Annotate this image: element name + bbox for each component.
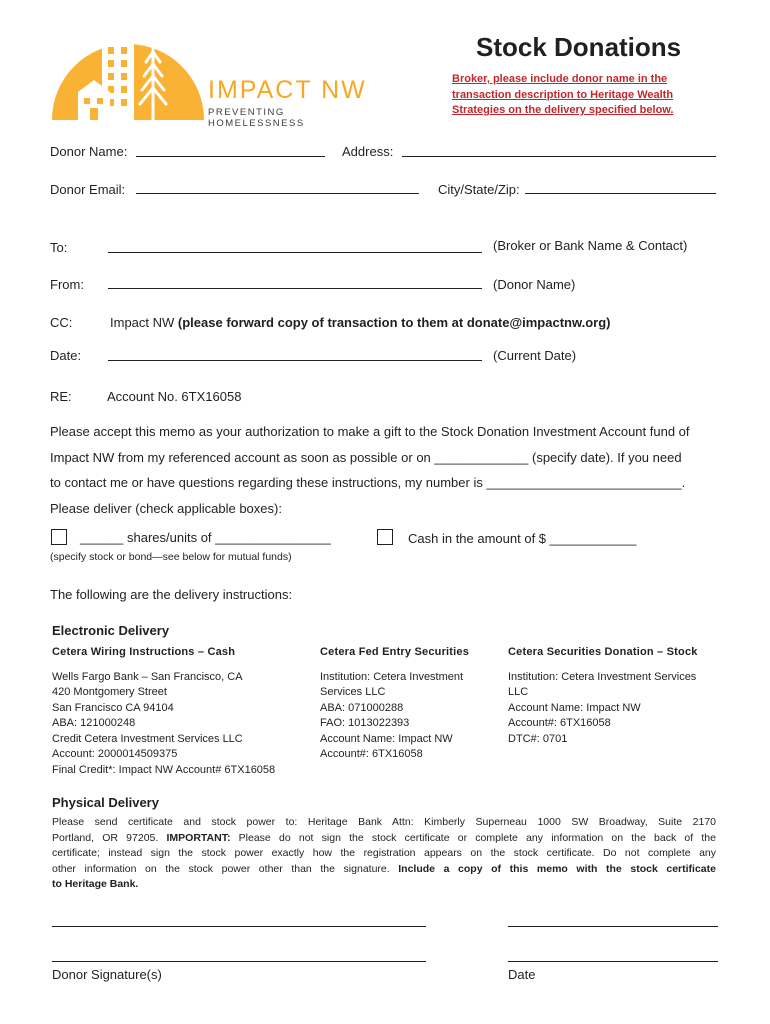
column-line: Account: 2000014509375	[52, 748, 178, 760]
physical-text: other information on the stock power other than the signature.	[52, 862, 399, 875]
date-field[interactable]	[108, 360, 482, 361]
donor-name-field[interactable]	[136, 156, 325, 157]
column-line: Final Credit*: Impact NW Account# 6TX16058	[52, 763, 276, 776]
delivery-intro: The following are the delivery instructions:	[50, 587, 293, 602]
address-field[interactable]	[402, 156, 716, 157]
address-label: Address:	[342, 144, 394, 159]
cc-recipient: Impact NW	[110, 315, 178, 330]
column-line: 420 Montgomery Street	[52, 686, 167, 698]
authorization-line: to contact me or have questions regarding these instructions, my number is ___________________________.	[50, 475, 686, 490]
logo-name: IMPACT NW	[208, 76, 367, 104]
column-line: FAO: 1013022393	[320, 717, 410, 729]
column-line: ABA: 121000248	[52, 717, 136, 729]
city-state-zip-field[interactable]	[525, 193, 716, 194]
donor-email-label: Donor Email:	[50, 182, 126, 197]
important-label: IMPORTANT:	[166, 831, 231, 844]
column-line: Account#: 6TX16058	[320, 748, 423, 760]
electronic-delivery-title: Electronic Delivery	[52, 623, 170, 638]
include-copy-text: Include a copy of this memo with the stock certificate	[398, 862, 716, 875]
cash-wiring-column	[52, 645, 275, 778]
column-heading: Cetera Securities Donation – Stock	[508, 646, 698, 658]
column-line: Account#: 6TX16058	[508, 717, 611, 729]
physical-line: Please send certificate and stock power to: Heritage Bank Attn: Kimberly Superneau 1000 SW Broadway, Suite 2170	[52, 816, 716, 828]
broker-notice-line: transaction description to Heritage Wealth	[452, 88, 674, 101]
column-line: Services LLC	[320, 686, 386, 698]
column-heading: Cetera Wiring Instructions – Cash	[52, 646, 236, 658]
fed-entry-column	[320, 645, 469, 763]
to-hint: (Broker or Bank Name & Contact)	[493, 238, 688, 253]
from-hint: (Donor Name)	[493, 277, 576, 292]
physical-text: Please do not sign the stock certificate or complete any information on the back of the	[230, 831, 716, 844]
physical-line	[52, 862, 716, 878]
column-line: Account Name: Impact NW	[320, 732, 453, 745]
physical-text: Portland, OR 97205.	[52, 831, 167, 844]
re-label: RE:	[50, 389, 72, 404]
broker-notice-line: Strategies on the delivery specified below.	[452, 104, 674, 116]
column-line: Institution: Cetera Investment Services	[508, 670, 697, 683]
physical-delivery-title: Physical Delivery	[52, 795, 159, 810]
date-signature-line-2[interactable]	[508, 961, 718, 962]
logo-sun-buildings-icon	[48, 20, 208, 125]
re-value: Account No. 6TX16058	[107, 389, 242, 404]
cc-label: CC:	[50, 315, 73, 330]
page-title: Stock Donations	[476, 32, 682, 62]
broker-notice-line: Broker, please include donor name in the	[452, 73, 668, 85]
column-line: Credit Cetera Investment Services LLC	[52, 732, 243, 745]
authorization-line: Please accept this memo as your authorization to make a gift to the Stock Donation Investment Account fund of	[50, 424, 690, 439]
donor-signature-line-2[interactable]	[52, 961, 426, 962]
shares-label: ______ shares/units of ________________	[80, 530, 331, 545]
city-state-zip-label: City/State/Zip:	[438, 182, 520, 197]
column-line: DTC#: 0701	[508, 732, 568, 745]
donor-name-label: Donor Name:	[50, 144, 128, 159]
to-label: To:	[50, 240, 68, 255]
stock-donation-column	[508, 645, 698, 747]
authorization-text	[50, 419, 690, 521]
column-line: Institution: Cetera Investment	[320, 670, 464, 683]
from-field[interactable]	[108, 288, 482, 289]
shares-note: (specify stock or bond—see below for mutual funds)	[50, 551, 292, 563]
donor-email-field[interactable]	[136, 193, 419, 194]
from-label: From:	[50, 277, 84, 292]
logo-tagline: PREVENTING HOMELESSNESS	[208, 107, 305, 129]
physical-delivery-text	[52, 815, 716, 893]
column-line: LLC	[508, 686, 529, 698]
signature-date-label: Date	[508, 967, 536, 982]
cc-instruction: (please forward copy of transaction to them at donate@impactnw.org)	[177, 315, 611, 330]
to-field[interactable]	[108, 252, 482, 253]
physical-line: to Heritage Bank.	[52, 878, 139, 890]
cash-label: Cash in the amount of $ ____________	[408, 531, 637, 546]
column-heading: Cetera Fed Entry Securities	[320, 646, 470, 658]
donor-signature-line-1[interactable]	[52, 926, 426, 927]
authorization-line: Impact NW from my referenced account as soon as possible or on _____________ (specify date). If you need	[50, 449, 682, 465]
column-line: Account Name: Impact NW	[508, 701, 641, 714]
donor-signature-label: Donor Signature(s)	[52, 967, 162, 982]
date-label: Date:	[50, 348, 82, 363]
physical-line	[52, 831, 716, 847]
physical-line: certificate; instead sign the stock power exactly how the registration appears on the stock certificate. Do not complete any	[52, 847, 716, 859]
column-line: Wells Fargo Bank – San Francisco, CA	[52, 670, 243, 683]
date-signature-line-1[interactable]	[508, 926, 718, 927]
broker-notice	[452, 72, 674, 119]
cash-checkbox[interactable]	[377, 529, 393, 545]
shares-checkbox[interactable]	[51, 529, 67, 545]
cc-value	[110, 315, 611, 330]
column-line: ABA: 071000288	[320, 701, 404, 714]
authorization-line: Please deliver (check applicable boxes):	[50, 500, 282, 516]
date-hint: (Current Date)	[493, 348, 577, 363]
column-line: San Francisco CA 94104	[52, 701, 174, 714]
impact-nw-logo	[48, 20, 378, 129]
